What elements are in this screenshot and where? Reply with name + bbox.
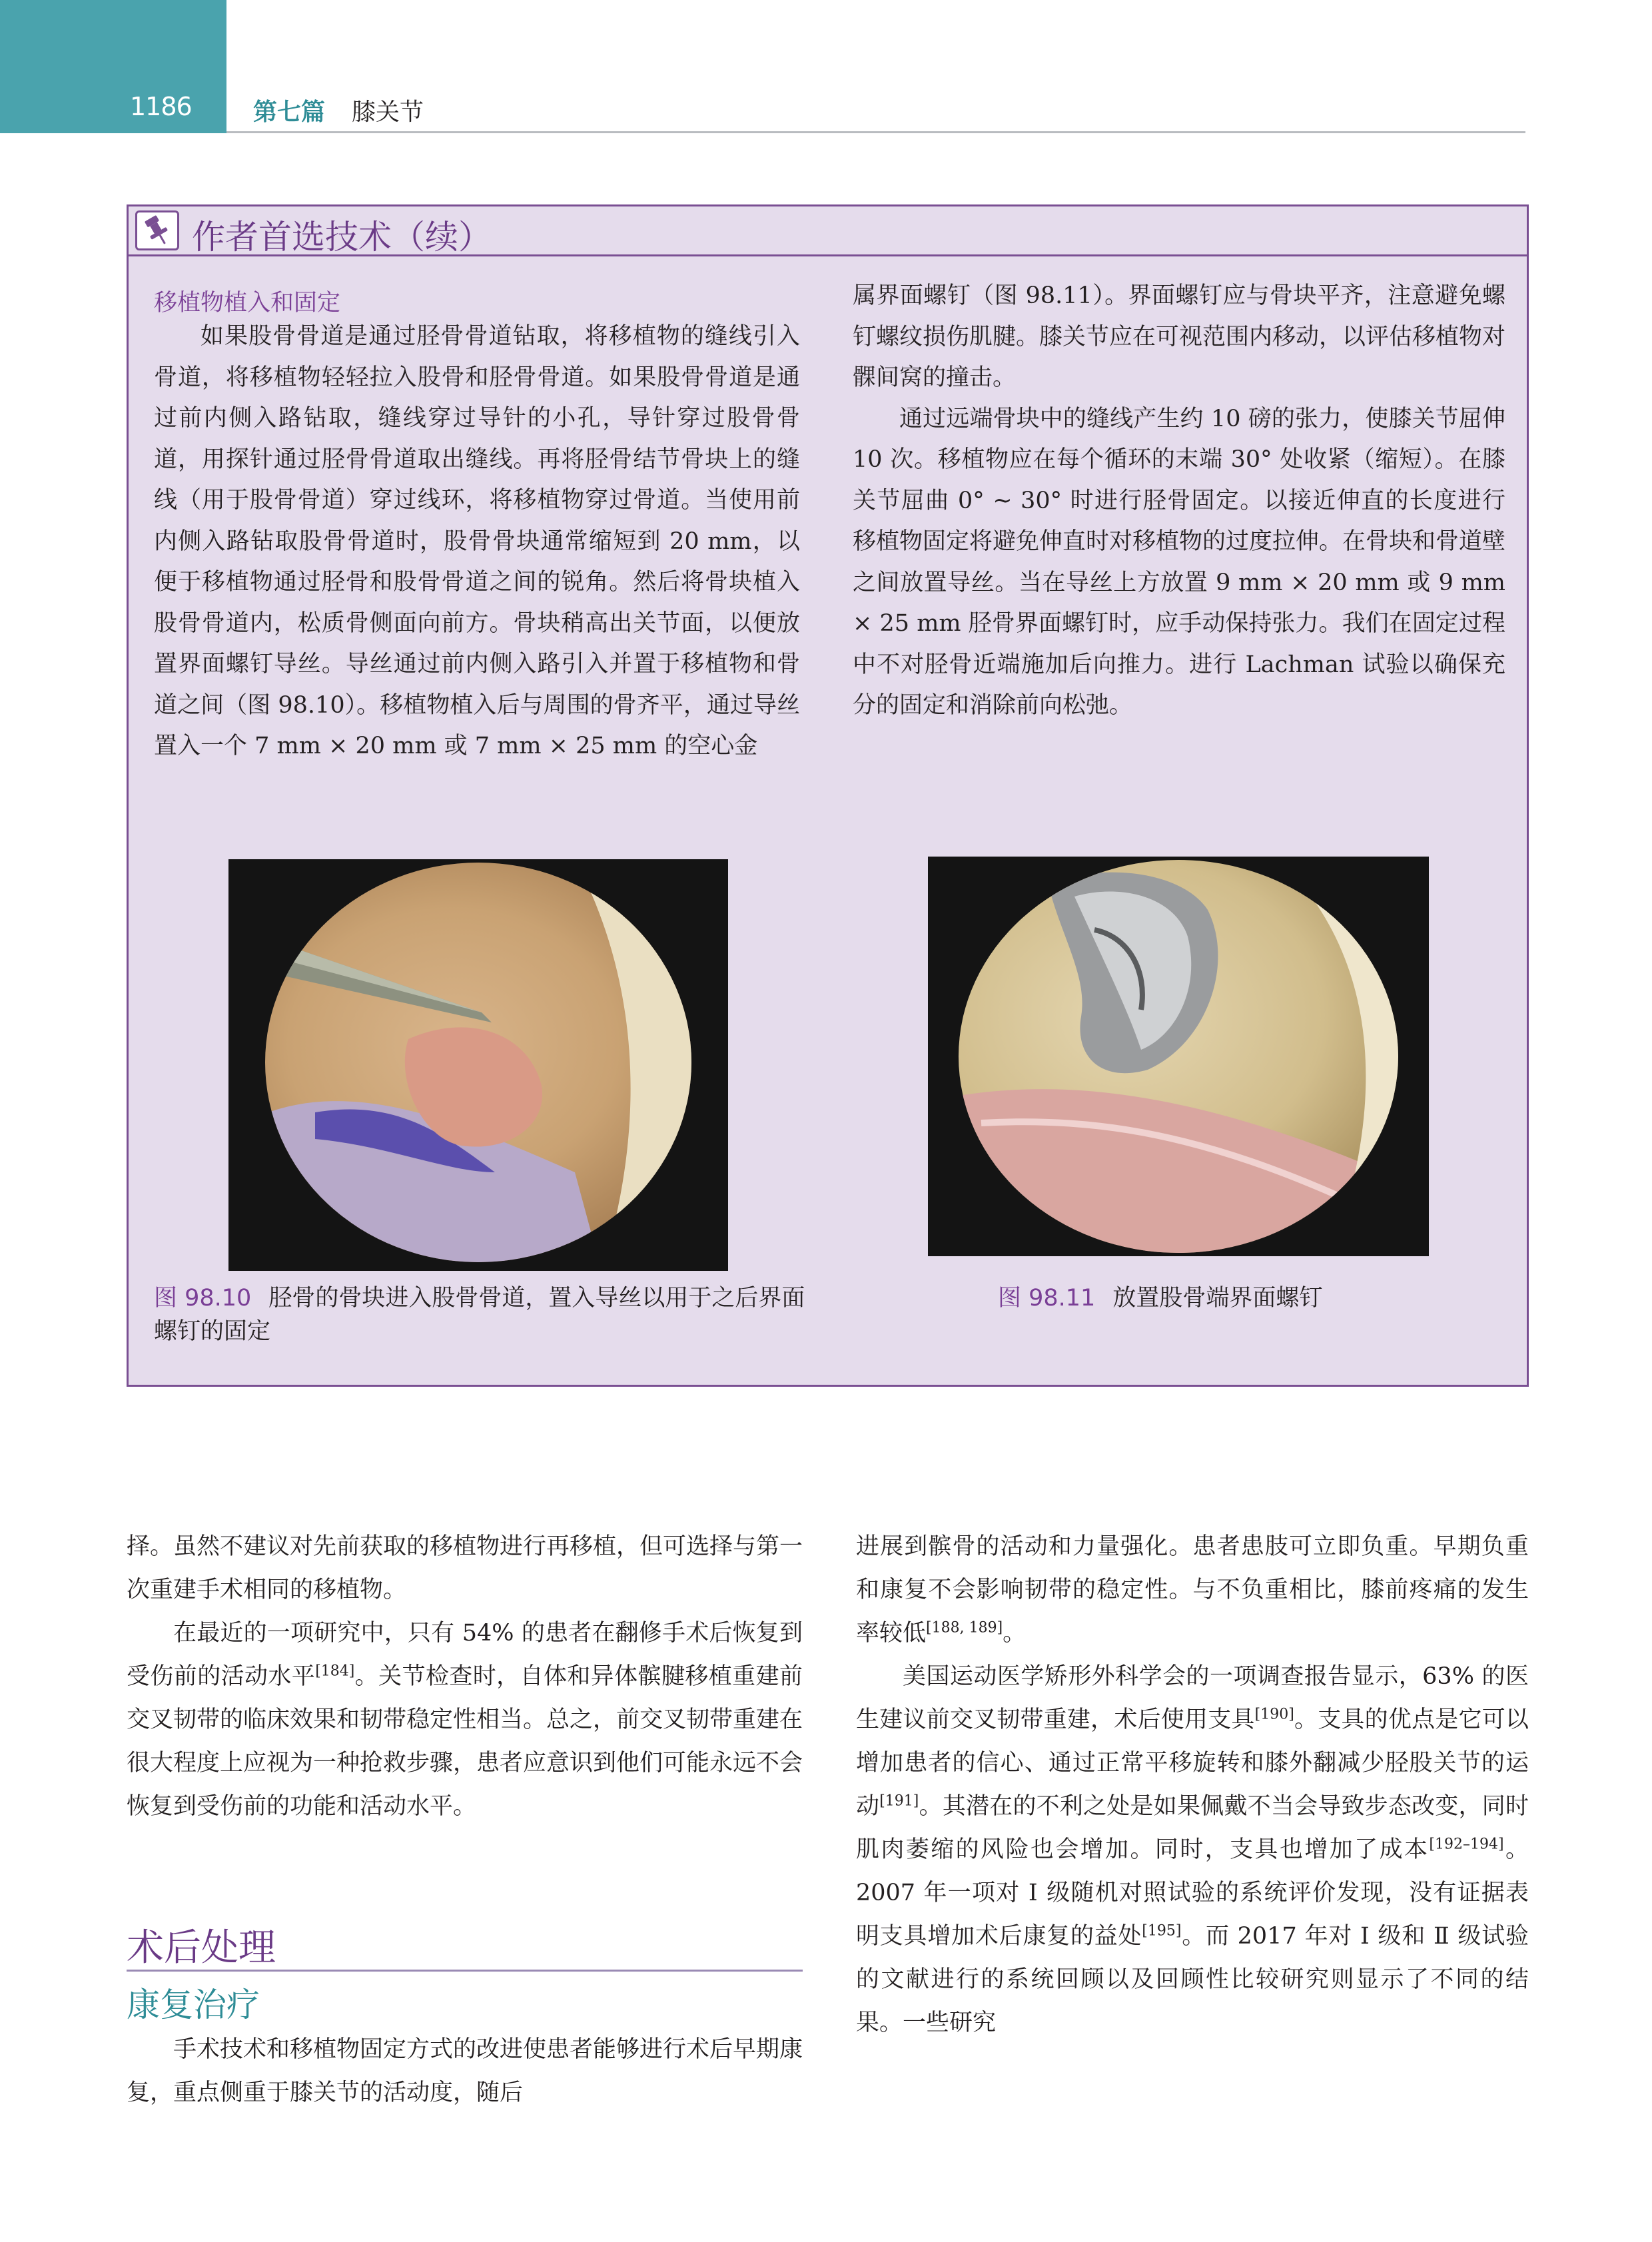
- body-left-column-lower: [127, 2028, 803, 2115]
- box-right-paragraph-1: 属界面螺钉（图 98.11）。界面螺钉应与骨块平齐，注意避免螺钉螺纹损伤肌腱。膝关节应在可视范围内移动，以评估移植物对髁间窝的撞击。: [853, 282, 1506, 391]
- body-right-p2-text-d: 。2007 年一项对 Ⅰ 级随机对照试验的系统评价发现，没有证据表明支具增加术后康复的益处: [856, 1836, 1529, 1950]
- body-right-p2-text-e: 。而 2017 年对 Ⅰ 级和 Ⅱ 级试验的文献进行的系统回顾以及回顾性比较研究则显示了不同的结果。一些研究: [856, 1923, 1529, 2036]
- box-right-paragraph-2: 通过远端骨块中的缝线产生约 10 磅的张力，使膝关节屈伸 10 次。移植物应在每个循环的末端 30° 处收紧（缩短）。在膝关节屈曲 0° ~ 30° 时进行胫骨固定。以接近伸直的长度进行移植物固定将避免伸直时对移植物的过度拉伸。在骨块和骨道壁之间放置导丝。当在导丝上方放置 9 mm × 20 mm 或 9 mm × 25 mm 胫骨界面螺钉时，应手动保持张力。我们在固定过程中不对胫骨近端施加后向推力。进行 Lachman 试验以确保充分的固定和消除前向松弛。: [853, 405, 1506, 719]
- subsection-heading-rehab: 康复治疗: [127, 1986, 260, 2024]
- figure-98-11-label: 图 98.11: [998, 1285, 1096, 1311]
- body-left-paragraph-1: 择。虽然不建议对先前获取的移植物进行再移植，但可选择与第一次重建手术相同的移植物。: [127, 1533, 803, 1603]
- page-tab: [0, 0, 226, 133]
- body-right-p2-text-c: 。其潜在的不利之处是如果佩戴不当会导致步态改变，同时肌肉萎缩的风险也会增加。同时，支具也增加了成本: [856, 1793, 1529, 1863]
- citation-184: [184]: [315, 1663, 355, 1680]
- box-subheading: 移植物植入和固定: [154, 290, 341, 316]
- header-chapter: 膝关节: [352, 99, 424, 126]
- body-right-p2-text-b: 。支具的优点是它可以增加患者的信心、通过正常平移旋转和膝外翻减少胫股关节的运动: [856, 1706, 1529, 1820]
- body-left-paragraph-3: 手术技术和移植物固定方式的改进使患者能够进行术后早期康复，重点侧重于膝关节的活动度，随后: [127, 2036, 803, 2106]
- figure-98-11-caption: [998, 1282, 1504, 1315]
- figure-98-10-caption-text: 胫骨的骨块进入股骨骨道，置入导丝以用于之后界面螺钉的固定: [154, 1285, 805, 1345]
- figure-98-10-caption: [154, 1282, 820, 1348]
- box-title: 作者首选技术（续）: [192, 218, 492, 256]
- box-title-bar: [129, 206, 1527, 256]
- figure-98-11-caption-text: 放置股骨端界面螺钉: [1112, 1285, 1323, 1311]
- body-left-p2-text-a: 在最近的一项研究中，只有 54% 的患者在翻修手术后恢复到受伤前的活动水平: [127, 1620, 803, 1690]
- header-part: 第七篇: [253, 99, 326, 126]
- section-heading-postop: 术后处理: [127, 1926, 276, 1970]
- header-rule: [226, 131, 1525, 133]
- body-right-p1-text-a: 进展到髌骨的活动和力量强化。患者患肢可立即负重。早期负重和康复不会影响韧带的稳定性。与不负重相比，膝前疼痛的发生率较低: [856, 1533, 1529, 1647]
- body-right-p2-text-a: 美国运动医学矫形外科学会的一项调查报告显示，63% 的医生建议前交叉韧带重建，术后使用支具: [856, 1663, 1529, 1733]
- technique-box: [127, 204, 1529, 1387]
- box-right-column: [853, 276, 1505, 727]
- citation-188-189: [188, 189]: [926, 1619, 1003, 1637]
- figure-98-10-label: 图 98.10: [154, 1285, 252, 1311]
- citation-192-194: [192–194]: [1429, 1836, 1504, 1853]
- box-left-paragraph: 如果股骨骨道是通过胫骨骨道钻取，将移植物的缝线引入骨道，将移植物轻轻拉入股骨和胫骨骨道。如果股骨骨道是通过前内侧入路钻取，缝线穿过导针的小孔，导针穿过股骨骨道，用探针通过胫骨骨道取出缝线。再将胫骨结节骨块上的缝线（用于股骨骨道）穿过线环，将移植物穿过骨道。当使用前内侧入路钻取股骨骨道时，股骨骨块通常缩短到 20 mm，以便于移植物通过胫骨和股骨骨道之间的锐角。然后将骨块植入股骨骨道内，松质骨侧面向前方。骨块稍高出关节面，以便放置界面螺钉导丝。导丝通过前内侧入路引入并置于移植物和骨道之间（图 98.10）。移植物植入后与周围的骨齐平，通过导丝置入一个 7 mm × 20 mm 或 7 mm × 25 mm 的空心金: [154, 323, 800, 759]
- citation-190: [190]: [1254, 1706, 1294, 1723]
- body-left-paragraph-2: [127, 1612, 803, 1828]
- body-left-p2-text-b: 。关节检查时，自体和异体髌腱移植重建前交叉韧带的临床效果和韧带稳定性相当。总之，前交叉韧带重建在很大程度上应视为一种抢救步骤，患者应意识到他们可能永远不会恢复到受伤前的功能和活动水平。: [127, 1663, 803, 1820]
- body-right-p1-text-b: 。: [1003, 1620, 1027, 1647]
- body-right-paragraph-2: [856, 1655, 1529, 2045]
- figure-98-11-image: [928, 857, 1429, 1256]
- body-right-paragraph-1: [856, 1525, 1529, 1655]
- section-rule: [127, 1970, 803, 1972]
- figure-98-10-image: [228, 859, 728, 1271]
- body-left-column: [127, 1525, 803, 1828]
- page-number: 1186: [130, 92, 192, 121]
- citation-195: [195]: [1142, 1922, 1182, 1940]
- pushpin-icon: [135, 210, 179, 250]
- body-right-column: [856, 1525, 1529, 2045]
- citation-191: [191]: [879, 1792, 919, 1810]
- box-left-column: [154, 316, 800, 767]
